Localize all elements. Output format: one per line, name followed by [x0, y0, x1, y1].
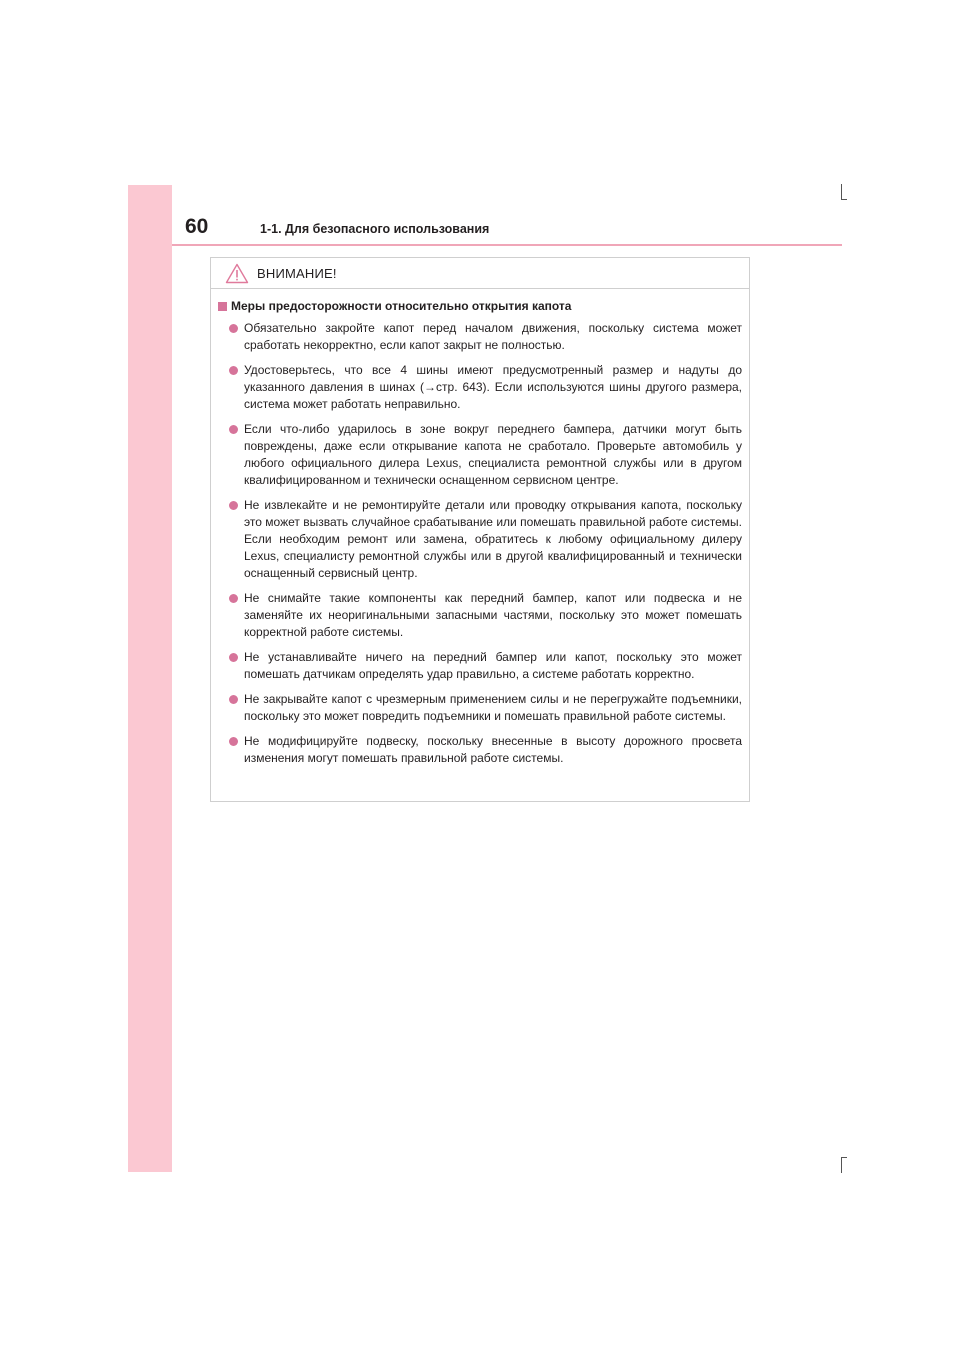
crop-mark-bottom-foot	[841, 1157, 847, 1158]
caution-body	[211, 289, 749, 767]
crop-mark-top	[841, 184, 842, 200]
square-bullet-icon	[218, 302, 227, 311]
bullet-dot-icon	[229, 695, 238, 704]
list-item	[218, 421, 742, 489]
list-item	[218, 649, 742, 683]
list-item-text: Не устанавливайте ничего на передний бампер или капот, поскольку это может помешать датчикам определять удар правильно, а системе работать корректно.	[244, 650, 742, 681]
list-item	[218, 590, 742, 641]
caution-header	[211, 258, 749, 289]
list-item	[218, 320, 742, 354]
list-item-text: Не снимайте такие компоненты как передний бампер, капот или подвеска и не заменяйте их неоригинальными запасными частями, поскольку это может помешать корректной работе системы.	[244, 591, 742, 639]
bullet-dot-icon	[229, 324, 238, 333]
bullet-dot-icon	[229, 425, 238, 434]
bullet-dot-icon	[229, 653, 238, 662]
header-rule	[172, 244, 842, 246]
caution-label: ВНИМАНИЕ!	[257, 265, 337, 281]
list-item-text: Не извлекайте и не ремонтируйте детали или проводку открывания капота, поскольку это может вызвать случайное срабатывание или помешать правильной работе системы. Если необходим ремонт или замена, обратитесь к любому официальному дилеру Lexus, специалисту ремонтной службы или в другой квалифицированный и технически оснащенный сервисный центр.	[244, 498, 742, 580]
caution-subheading-text: Меры предосторожности относительно открытия капота	[231, 299, 572, 313]
list-item-text: Не модифицируйте подвеску, поскольку внесенные в высоту дорожного просвета изменения могут помешать правильной работе системы.	[244, 734, 742, 765]
caution-box	[210, 257, 750, 802]
warning-triangle-icon	[225, 263, 249, 284]
list-item	[218, 362, 742, 413]
list-item-text: Обязательно закройте капот перед началом движения, поскольку система может сработать некорректно, если капот закрыт не полностью.	[244, 321, 742, 352]
caution-list	[218, 320, 742, 767]
list-item-text: Если что-либо ударилось в зоне вокруг переднего бампера, датчики могут быть повреждены, даже если открывание капота не сработало. Проверьте автомобиль у любого официального дилера Lexus, специалиста ремонтной службы или в другом квалифицированном и технически оснащенном сервисном центре.	[244, 422, 742, 487]
bullet-dot-icon	[229, 737, 238, 746]
page-side-band	[128, 185, 172, 1172]
list-item-text: Не закрывайте капот с чрезмерным применением силы и не перегружайте подъемники, поскольку это может повредить подъемники и помешать правильной работе системы.	[244, 692, 742, 723]
crop-mark-bottom	[841, 1157, 842, 1173]
section-title: 1-1. Для безопасного использования	[260, 222, 490, 236]
list-item	[218, 733, 742, 767]
bullet-dot-icon	[229, 594, 238, 603]
list-item	[218, 497, 742, 582]
list-item-text: Удостоверьтесь, что все 4 шины имеют предусмотренный размер и надуты до указанного давления в шинах (→стр. 643). Если используются шины другого размера, система может работать неправильно.	[244, 363, 742, 411]
list-item	[218, 691, 742, 725]
crop-mark-top-foot	[841, 199, 847, 200]
caution-subheading	[218, 299, 742, 313]
bullet-dot-icon	[229, 501, 238, 510]
bullet-dot-icon	[229, 366, 238, 375]
page-number: 60	[185, 215, 209, 238]
